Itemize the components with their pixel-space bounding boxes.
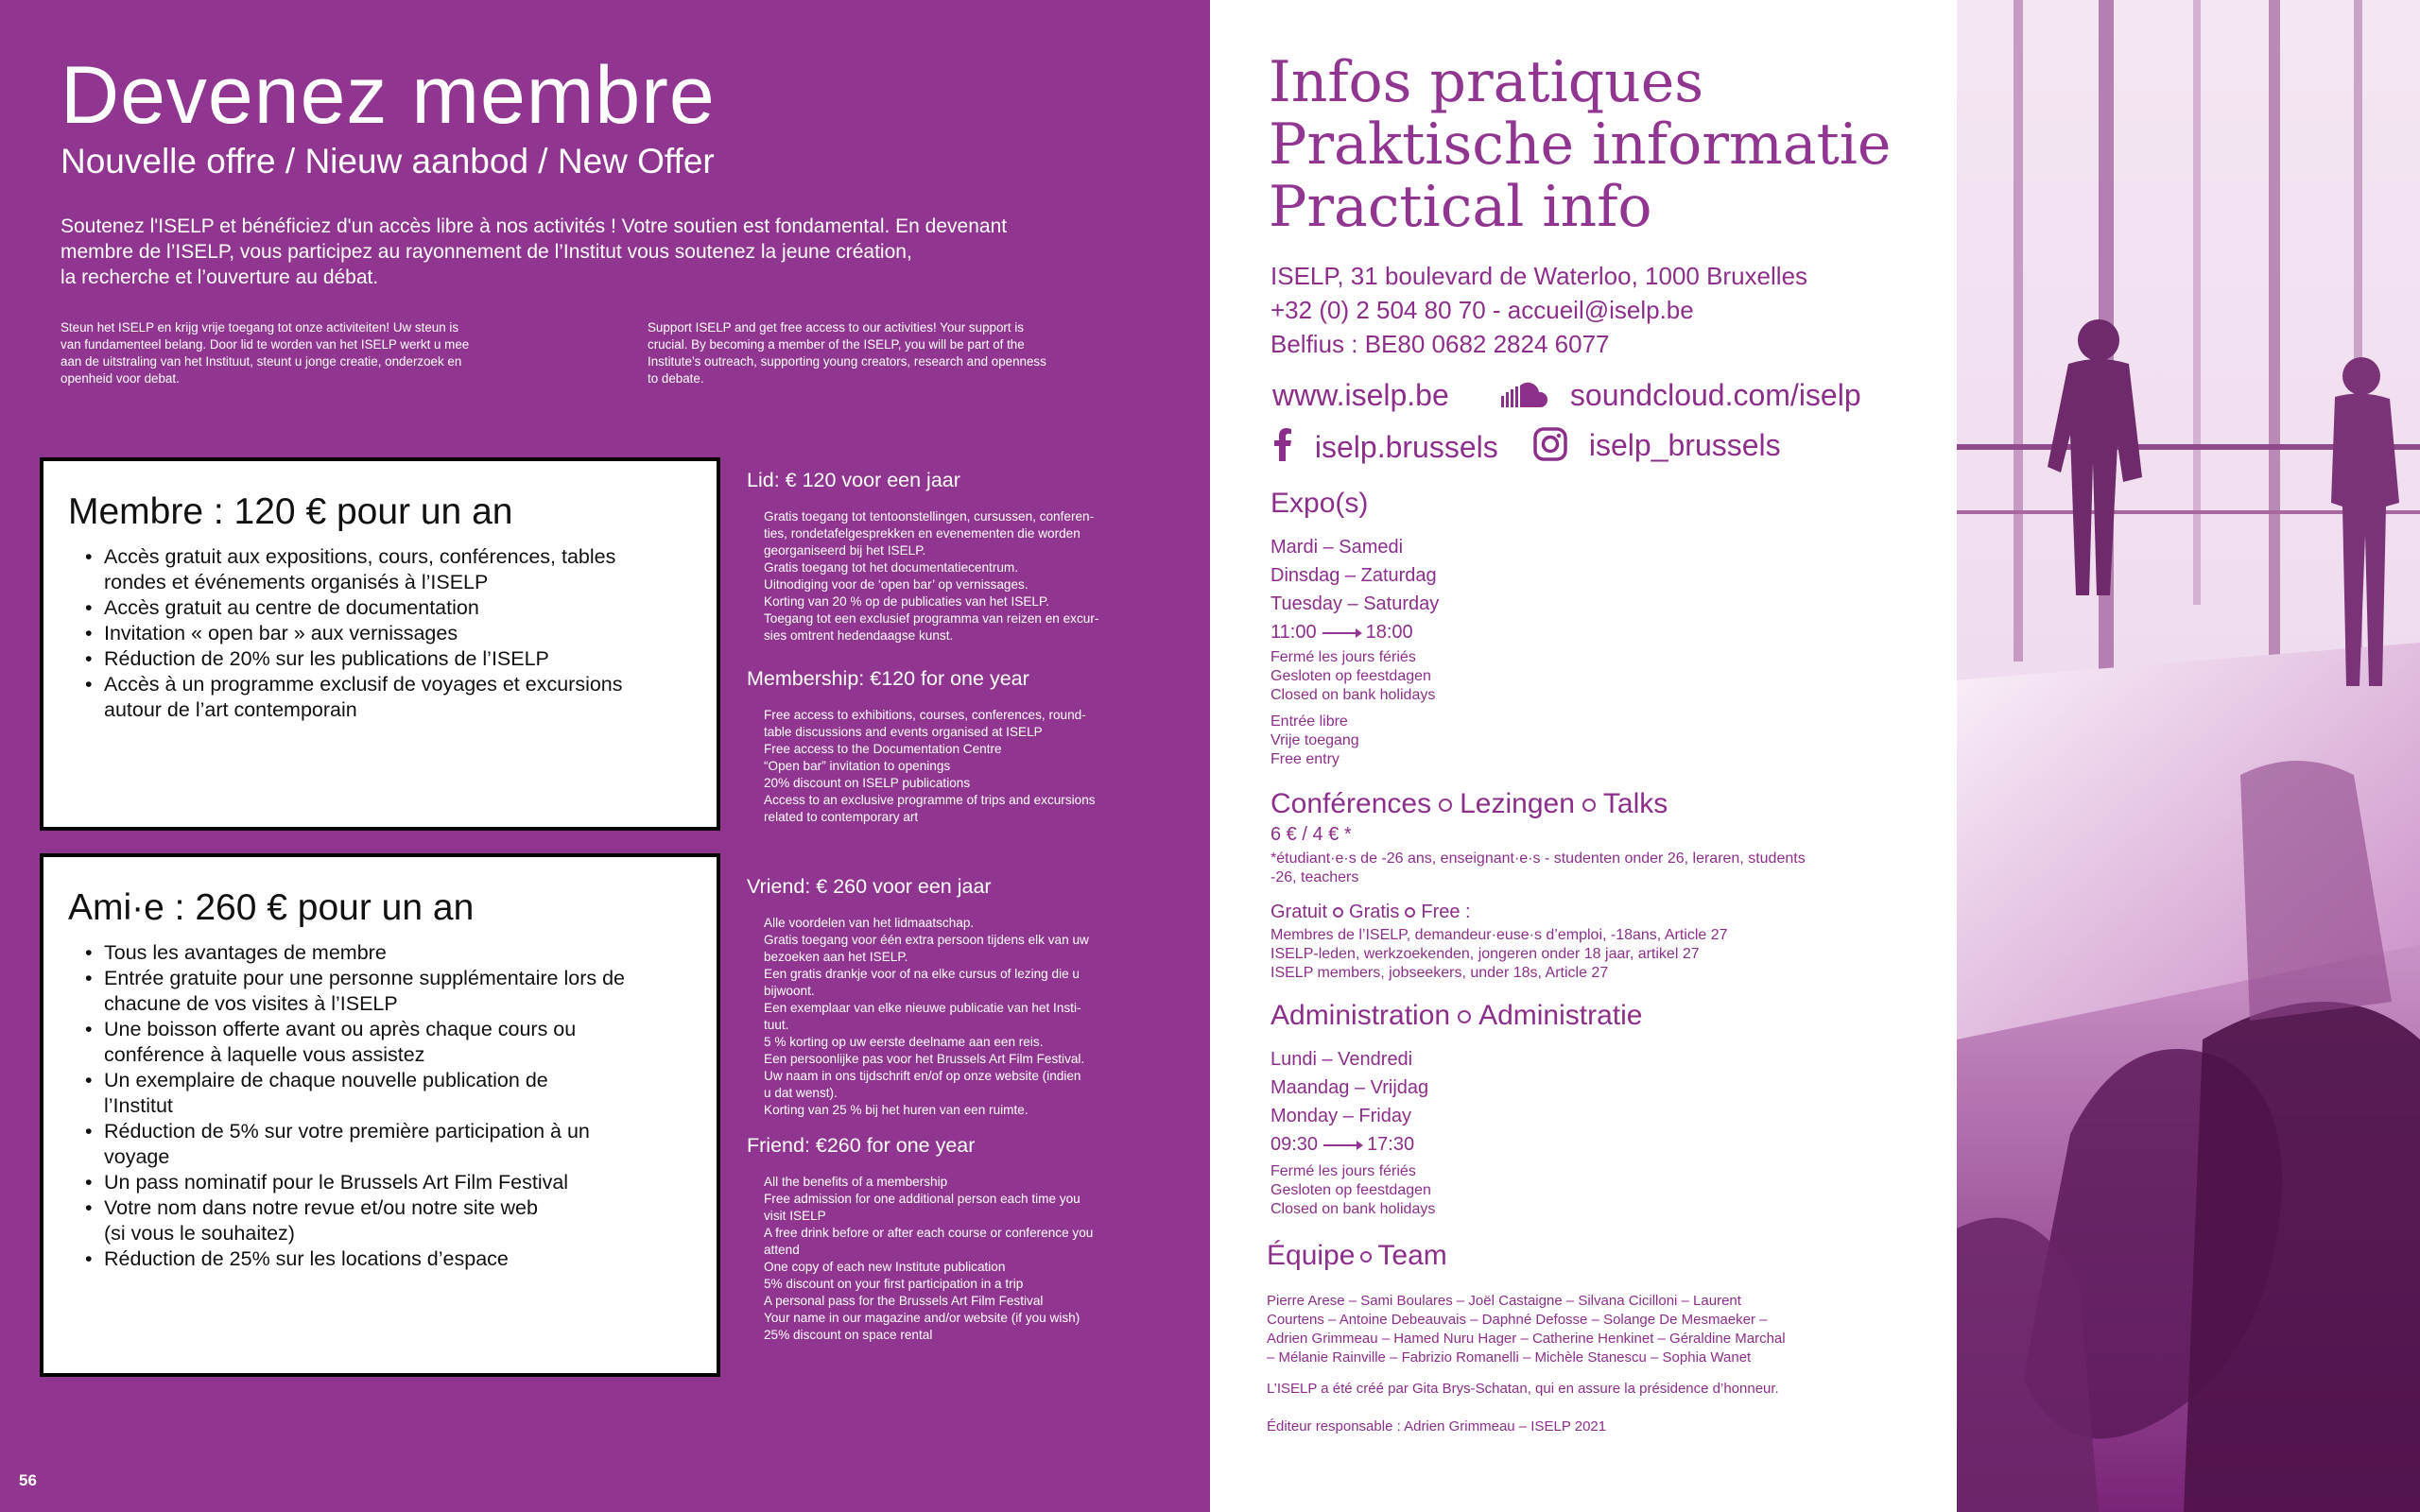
- instagram-link[interactable]: iselp_brussels: [1533, 427, 1781, 469]
- membre-benefits-list: [68, 544, 690, 723]
- admin-closed: Fermé les jours fériés Gesloten op feestdagen Closed on bank holidays: [1270, 1163, 1436, 1217]
- circle-separator-icon: [1405, 907, 1415, 918]
- circle-separator-icon: [1582, 799, 1596, 812]
- list-item: • Accès gratuit au centre de documentation: [68, 595, 690, 621]
- list-item: • Un exemplaire de chaque nouvelle publication de: [68, 1068, 690, 1093]
- list-item: (si vous le souhaitez): [104, 1222, 295, 1245]
- circle-separator-icon: [1458, 1010, 1471, 1023]
- soundcloud-link[interactable]: soundcloud.com/iselp: [1501, 378, 1861, 417]
- expo-entry: Entrée libre Vrije toegang Free entry: [1270, 713, 1359, 767]
- free-conditions: Membres de l’ISELP, demandeur·euse·s d’emploi, -18ans, Article 27 ISELP-leden, werkzoekenden, jongeren onder 18 jaar, artikel 27 ISELP members, jobseekers, under 18s, Article 27: [1270, 927, 1728, 981]
- amie-offer-title: Ami·e : 260 € pour un an: [68, 887, 475, 928]
- friend-text: All the benefits of a membership Free admission for one additional person each time you visit ISELP A free drink before or after each course or conference you attend One copy of each new Institute publication 5% discount on your first participation in a trip A personal pass for the Brussels Art Film Festival Your name in our magazine and/or website (if you wish) 25% discount on space rental: [764, 1175, 1094, 1342]
- list-item: • Accès gratuit aux expositions, cours, conférences, tables: [68, 544, 690, 570]
- list-item: • Accès à un programme exclusif de voyages et excursions: [68, 672, 690, 697]
- conference-note: *étudiant·e·s de -26 ans, enseignant·e·s - studenten onder 26, leraren, students -26, teachers: [1270, 850, 1806, 885]
- circle-separator-icon: [1360, 1251, 1372, 1263]
- list-item: • Entrée gratuite pour une personne supplémentaire lors de: [68, 966, 690, 991]
- friend-title: Friend: €260 for one year: [747, 1134, 976, 1157]
- membre-offer-title: Membre : 120 € pour un an: [68, 491, 513, 532]
- admin-hours: 09:30 17:30: [1270, 1134, 1415, 1155]
- list-item: • Invitation « open bar » aux vernissages: [68, 621, 690, 646]
- amie-offer-box: [40, 853, 720, 1377]
- list-item: voyage: [104, 1145, 170, 1168]
- membre-offer-box: [40, 457, 720, 831]
- amie-benefits-list: [68, 940, 690, 1272]
- visitors-photo-illustration: [1957, 0, 2420, 1512]
- contact-line[interactable]: +32 (0) 2 504 80 70 - accueil@iselp.be: [1270, 296, 1694, 324]
- founder-note: L’ISELP a été créé par Gita Brys-Schatan, qui en assure la présidence d’honneur.: [1267, 1381, 1779, 1397]
- instagram-icon: [1533, 427, 1567, 469]
- soundcloud-icon: [1501, 381, 1554, 417]
- list-item: chacune de vos visites à l’ISELP: [104, 992, 398, 1015]
- admin-days: Lundi – Vendredi Maandag – Vrijdag Monday – Friday 09:30 17:30: [1270, 1045, 1428, 1159]
- facebook-link[interactable]: iselp.brussels: [1272, 427, 1498, 469]
- team-members: Pierre Arese – Sami Boulares – Joël Castaigne – Silvana Cicilloni – Laurent Courtens – Antoine Debeauvais – Daphné Defosse – Solange De Mesmaeker – Adrien Grimmeau – Hamed Nuru Hager – Catherine Henkinet – Géraldine Marchal – Mélanie Rainville – Fabrizio Romanelli – Michèle Stanescu – Sophia Wanet: [1267, 1293, 1786, 1366]
- page-subtitle: Nouvelle offre / Nieuw aanbod / New Offer: [60, 142, 715, 180]
- page-number: 56: [19, 1471, 37, 1489]
- team-heading: Équipe Team: [1267, 1240, 1447, 1271]
- list-item: • Une boisson offerte avant ou après chaque cours ou: [68, 1017, 690, 1042]
- expo-closed: Fermé les jours fériés Gesloten op feestdagen Closed on bank holidays: [1270, 649, 1436, 703]
- gallery-photo: [1957, 0, 2420, 1512]
- address-block: ISELP, 31 boulevard de Waterloo, 1000 Bruxelles +32 (0) 2 504 80 70 - accueil@iselp.be Belfius : BE80 0682 2824 6077: [1270, 262, 1808, 358]
- list-item: • Tous les avantages de membre: [68, 940, 690, 966]
- conference-price: 6 € / 4 € *: [1270, 824, 1352, 845]
- list-item: • Réduction de 20% sur les publications de l’ISELP: [68, 646, 690, 672]
- conferences-heading: Conférences Lezingen Talks: [1270, 788, 1668, 819]
- circle-separator-icon: [1439, 799, 1452, 812]
- page-title: Devenez membre: [60, 50, 716, 141]
- intro-english: Support ISELP and get free access to our activities! Your support is crucial. By becoming a member of the ISELP, you will be part of the Institute’s outreach, supporting young creators, research and openness to debate.: [648, 320, 1046, 386]
- expo-hours: 11:00 18:00: [1270, 622, 1413, 643]
- expo-heading: Expo(s): [1270, 488, 1369, 519]
- intro-dutch: Steun het ISELP en krijg vrije toegang tot onze activiteiten! Uw steun is van fundamenteel belang. Door lid te worden van het ISELP werkt u mee aan de uitstraling van het Instituut, steunt u jonge creatie, onderzoek en openheid voor debat.: [60, 320, 470, 386]
- website-link[interactable]: www.iselp.be: [1272, 378, 1449, 412]
- list-item: rondes et événements organisés à l’ISELP: [104, 571, 489, 593]
- lid-title: Lid: € 120 voor een jaar: [747, 469, 960, 491]
- lid-text: Gratis toegang tot tentoonstellingen, cursussen, conferen- ties, rondetafelgesprekken en evenementen die worden georganiseerd bij het ISELP. Gratis toegang tot het documentatiecentrum. Uitnodiging voor de ‘open bar’ op vernissages. Korting van 20 % op de publicaties van het ISELP. Toegang tot een exclusief programma van reizen en excur- sies omtrent hedendaagse kunst.: [764, 509, 1099, 643]
- list-item: • Un pass nominatif pour le Brussels Art Film Festival: [68, 1170, 690, 1195]
- facebook-icon: [1272, 427, 1293, 469]
- circle-separator-icon: [1333, 907, 1343, 918]
- list-item: • Réduction de 25% sur les locations d’espace: [68, 1246, 690, 1272]
- expo-days: Mardi – Samedi Dinsdag – Zaturdag Tuesday – Saturday 11:00 18:00: [1270, 533, 1439, 646]
- list-item: • Réduction de 5% sur votre première participation à un: [68, 1119, 690, 1144]
- free-heading: Gratuit Gratis Free :: [1270, 902, 1471, 922]
- list-item: autour de l’art contemporain: [104, 698, 357, 721]
- practical-info-title: Infos pratiques Praktische informatie Practical info: [1269, 49, 1892, 240]
- arrow-right-icon: [1323, 1144, 1361, 1146]
- list-item: • Votre nom dans notre revue et/ou notre site web: [68, 1195, 690, 1221]
- vriend-text: Alle voordelen van het lidmaatschap. Gratis toegang voor één extra persoon tijdens elk van uw bezoeken aan het ISELP. Een gratis drankje voor of na elke cursus of lezing die u bijwoont. Een exemplaar van elke nieuwe publicatie van het Insti- tuut. 5 % korting op uw eerste deelname aan een reis. Een persoonlijke pas voor het Brussels Art Film Festival. Uw naam in ons tijdschrift en/of op onze website (indien u dat wenst). Korting van 25 % bij het huren van een ruimte.: [764, 916, 1089, 1117]
- list-item: conférence à laquelle vous assistez: [104, 1043, 425, 1066]
- membership-text: Free access to exhibitions, courses, conferences, round- table discussions and events organised at ISELP Free access to the Documentation Centre “Open bar” invitation to openings 20% discount on ISELP publications Access to an exclusive programme of trips and excursions related to contemporary art: [764, 708, 1096, 824]
- list-item: l’Institut: [104, 1094, 173, 1117]
- membership-title: Membership: €120 for one year: [747, 667, 1029, 690]
- editor-note: Éditeur responsable : Adrien Grimmeau – ISELP 2021: [1267, 1418, 1607, 1435]
- intro-french: Soutenez l'ISELP et bénéficiez d'un accès libre à nos activités ! Votre soutien est fondamental. En devenant membre de l’ISELP, vous participez au rayonnement de l’Institut vous soutenez la jeune création, la recherche et l’ouverture au débat.: [60, 215, 1008, 288]
- arrow-right-icon: [1322, 632, 1360, 634]
- right-page: [1210, 0, 1957, 1512]
- vriend-title: Vriend: € 260 voor een jaar: [747, 875, 992, 898]
- administration-heading: Administration Administratie: [1270, 1000, 1643, 1031]
